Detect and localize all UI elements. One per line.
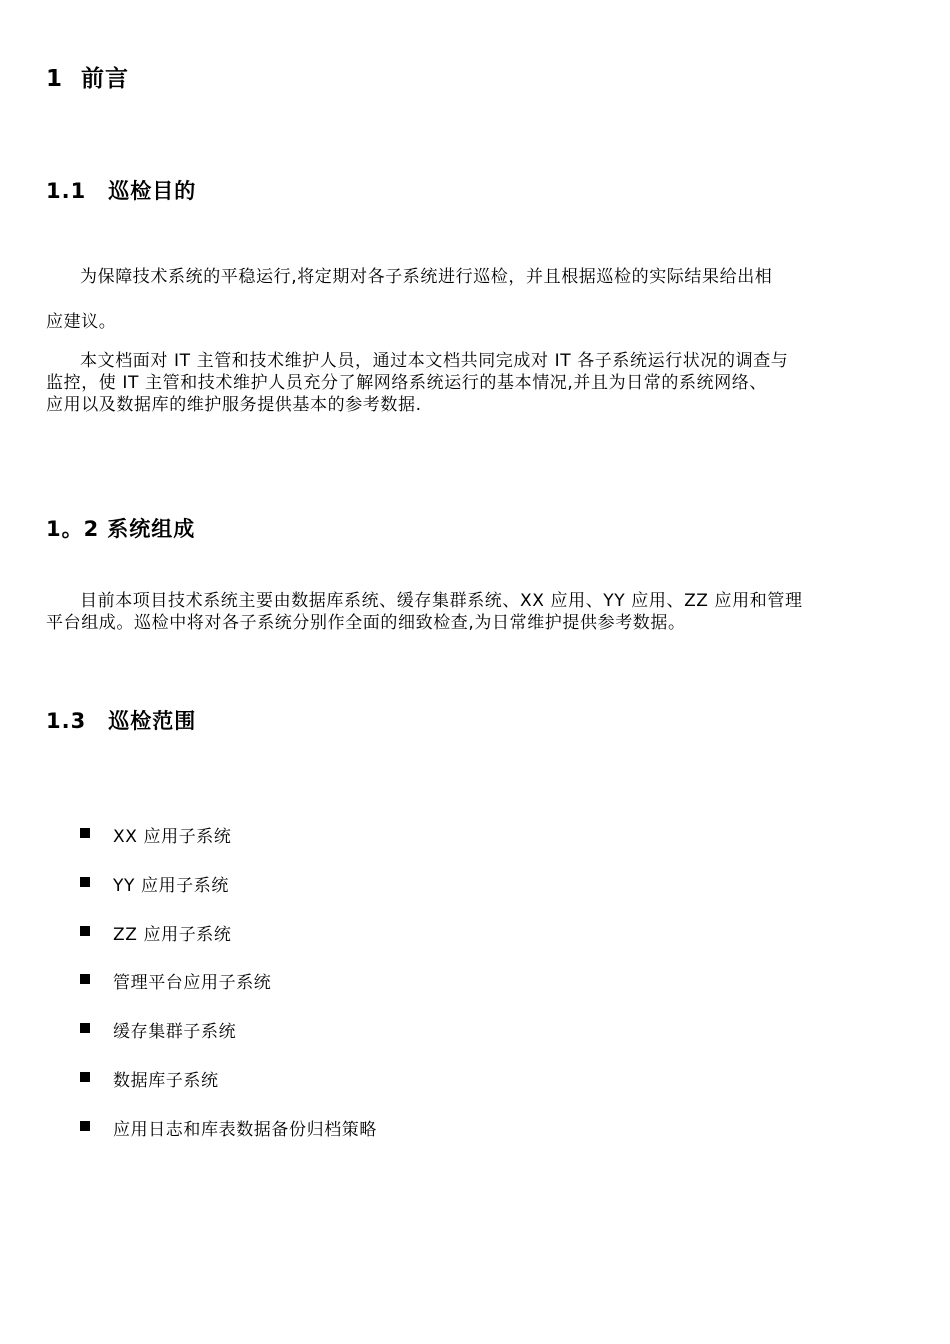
purpose-paragraph-2	[46, 350, 908, 416]
square-bullet-icon	[80, 926, 90, 936]
paragraph-line: 应用以及数据库的维护服务提供基本的参考数据.	[46, 395, 422, 415]
paragraph-line: 应建议。	[46, 312, 117, 332]
list-item-label: ZZ 应用子系统	[113, 924, 232, 945]
heading-title: 巡检目的	[108, 179, 197, 203]
list-item-label: 应用日志和库表数据备份归档策略	[113, 1119, 377, 1140]
heading-number: 1.1	[46, 179, 87, 203]
heading-1	[46, 60, 129, 93]
purpose-paragraph-1	[46, 255, 908, 345]
square-bullet-icon	[80, 1072, 90, 1082]
heading-1-1	[46, 175, 196, 205]
paragraph-line: 为保障技术系统的平稳运行,将定期对各子系统进行巡检，并且根据巡检的实际结果给出相	[80, 267, 773, 287]
list-item	[80, 1115, 377, 1164]
list-item-label: 管理平台应用子系统	[113, 973, 272, 994]
list-item	[80, 1066, 377, 1115]
heading-title: 巡检范围	[108, 709, 197, 733]
list-item-label: YY 应用子系统	[113, 875, 229, 896]
list-item	[80, 1017, 377, 1066]
paragraph-line: 目前本项目技术系统主要由数据库系统、缓存集群系统、XX 应用、YY 应用、ZZ 应用和管理	[80, 591, 803, 611]
heading-number: 1	[46, 66, 64, 92]
heading-number: 1.3	[46, 709, 87, 733]
list-item	[80, 920, 377, 969]
list-item	[80, 968, 377, 1017]
paragraph-line: 监控，使 IT 主管和技术维护人员充分了解网络系统运行的基本情况,并且为日常的系统网络、	[46, 373, 768, 393]
heading-title: 系统组成	[107, 517, 196, 541]
paragraph-line: 平台组成。巡检中将对各子系统分别作全面的细致检查,为日常维护提供参考数据。	[46, 613, 686, 633]
square-bullet-icon	[80, 828, 90, 838]
heading-1-2	[46, 513, 195, 543]
square-bullet-icon	[80, 1121, 90, 1131]
square-bullet-icon	[80, 877, 90, 887]
list-item	[80, 871, 377, 920]
list-item-label: 数据库子系统	[113, 1070, 219, 1091]
list-item-label: 缓存集群子系统	[113, 1022, 237, 1043]
heading-number: 1。2	[46, 517, 100, 541]
composition-paragraph	[46, 590, 908, 634]
square-bullet-icon	[80, 974, 90, 984]
list-item	[80, 822, 377, 871]
list-item-label: XX 应用子系统	[113, 827, 232, 847]
heading-1-3	[46, 705, 196, 735]
square-bullet-icon	[80, 1023, 90, 1033]
heading-title: 前言	[81, 66, 130, 92]
paragraph-line: 本文档面对 IT 主管和技术维护人员，通过本文档共同完成对 IT 各子系统运行状况的调查与	[80, 351, 789, 371]
scope-list	[80, 822, 377, 1164]
